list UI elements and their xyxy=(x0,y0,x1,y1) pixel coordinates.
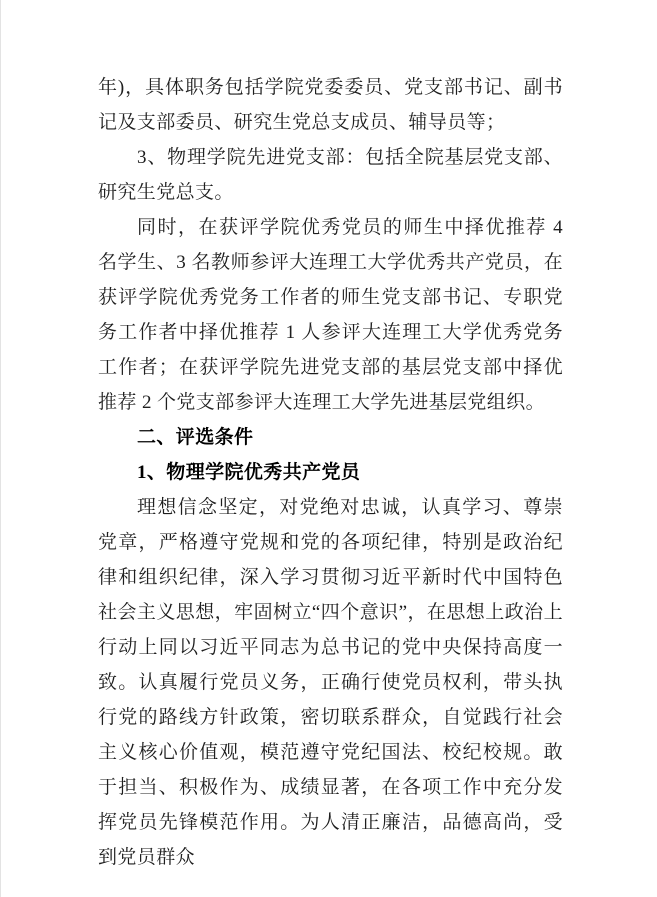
paragraph-recommendation-quota: 同时，在获评学院优秀党员的师生中择优推荐 4 名学生、3 名教师参评大连理工大学优秀共产党员，在获评学院优秀党务工作者的师生党支部书记、专职党务工作者中择优推荐 1 人参评大连理工大学优秀党务工作者；在获评学院先进党支部的基层党支部中择优推荐 2 个党支部参评大连理工大学先进基层党组织。 xyxy=(98,217,563,413)
paragraph-criteria-description: 理想信念坚定，对党绝对忠诚，认真学习、尊崇党章，严格遵守党规和党的各项纪律，特别是政治纪律和组织纪律，深入学习贯彻习近平新时代中国特色社会主义思想，牢固树立“四个意识”，在思想上政治上行动上同以习近平同志为总书记的党中央保持高度一致。认真履行党员义务，正确行使党员权利，带头执行党的路线方针政策，密切联系群众，自觉践行社会主义核心价值观，模范遵守党纪国法、校纪校规。敢于担当、积极作为、成绩显著，在各项工作中充分发挥党员先锋模范作用。为人清正廉洁，品德高尚，受到党员群众 xyxy=(98,497,563,868)
paragraph-duties-continuation: 年)，具体职务包括学院党委委员、党支部书记、副书记及支部委员、研究生党总支成员、辅导员等； xyxy=(98,77,563,133)
section-heading-selection-criteria: 二、评选条件 xyxy=(137,427,254,448)
paragraph-advanced-branch-item: 3、物理学院先进党支部：包括全院基层党支部、研究生党总支。 xyxy=(98,147,563,203)
subsection-heading-outstanding-party-member: 1、物理学院优秀共产党员 xyxy=(137,462,361,483)
